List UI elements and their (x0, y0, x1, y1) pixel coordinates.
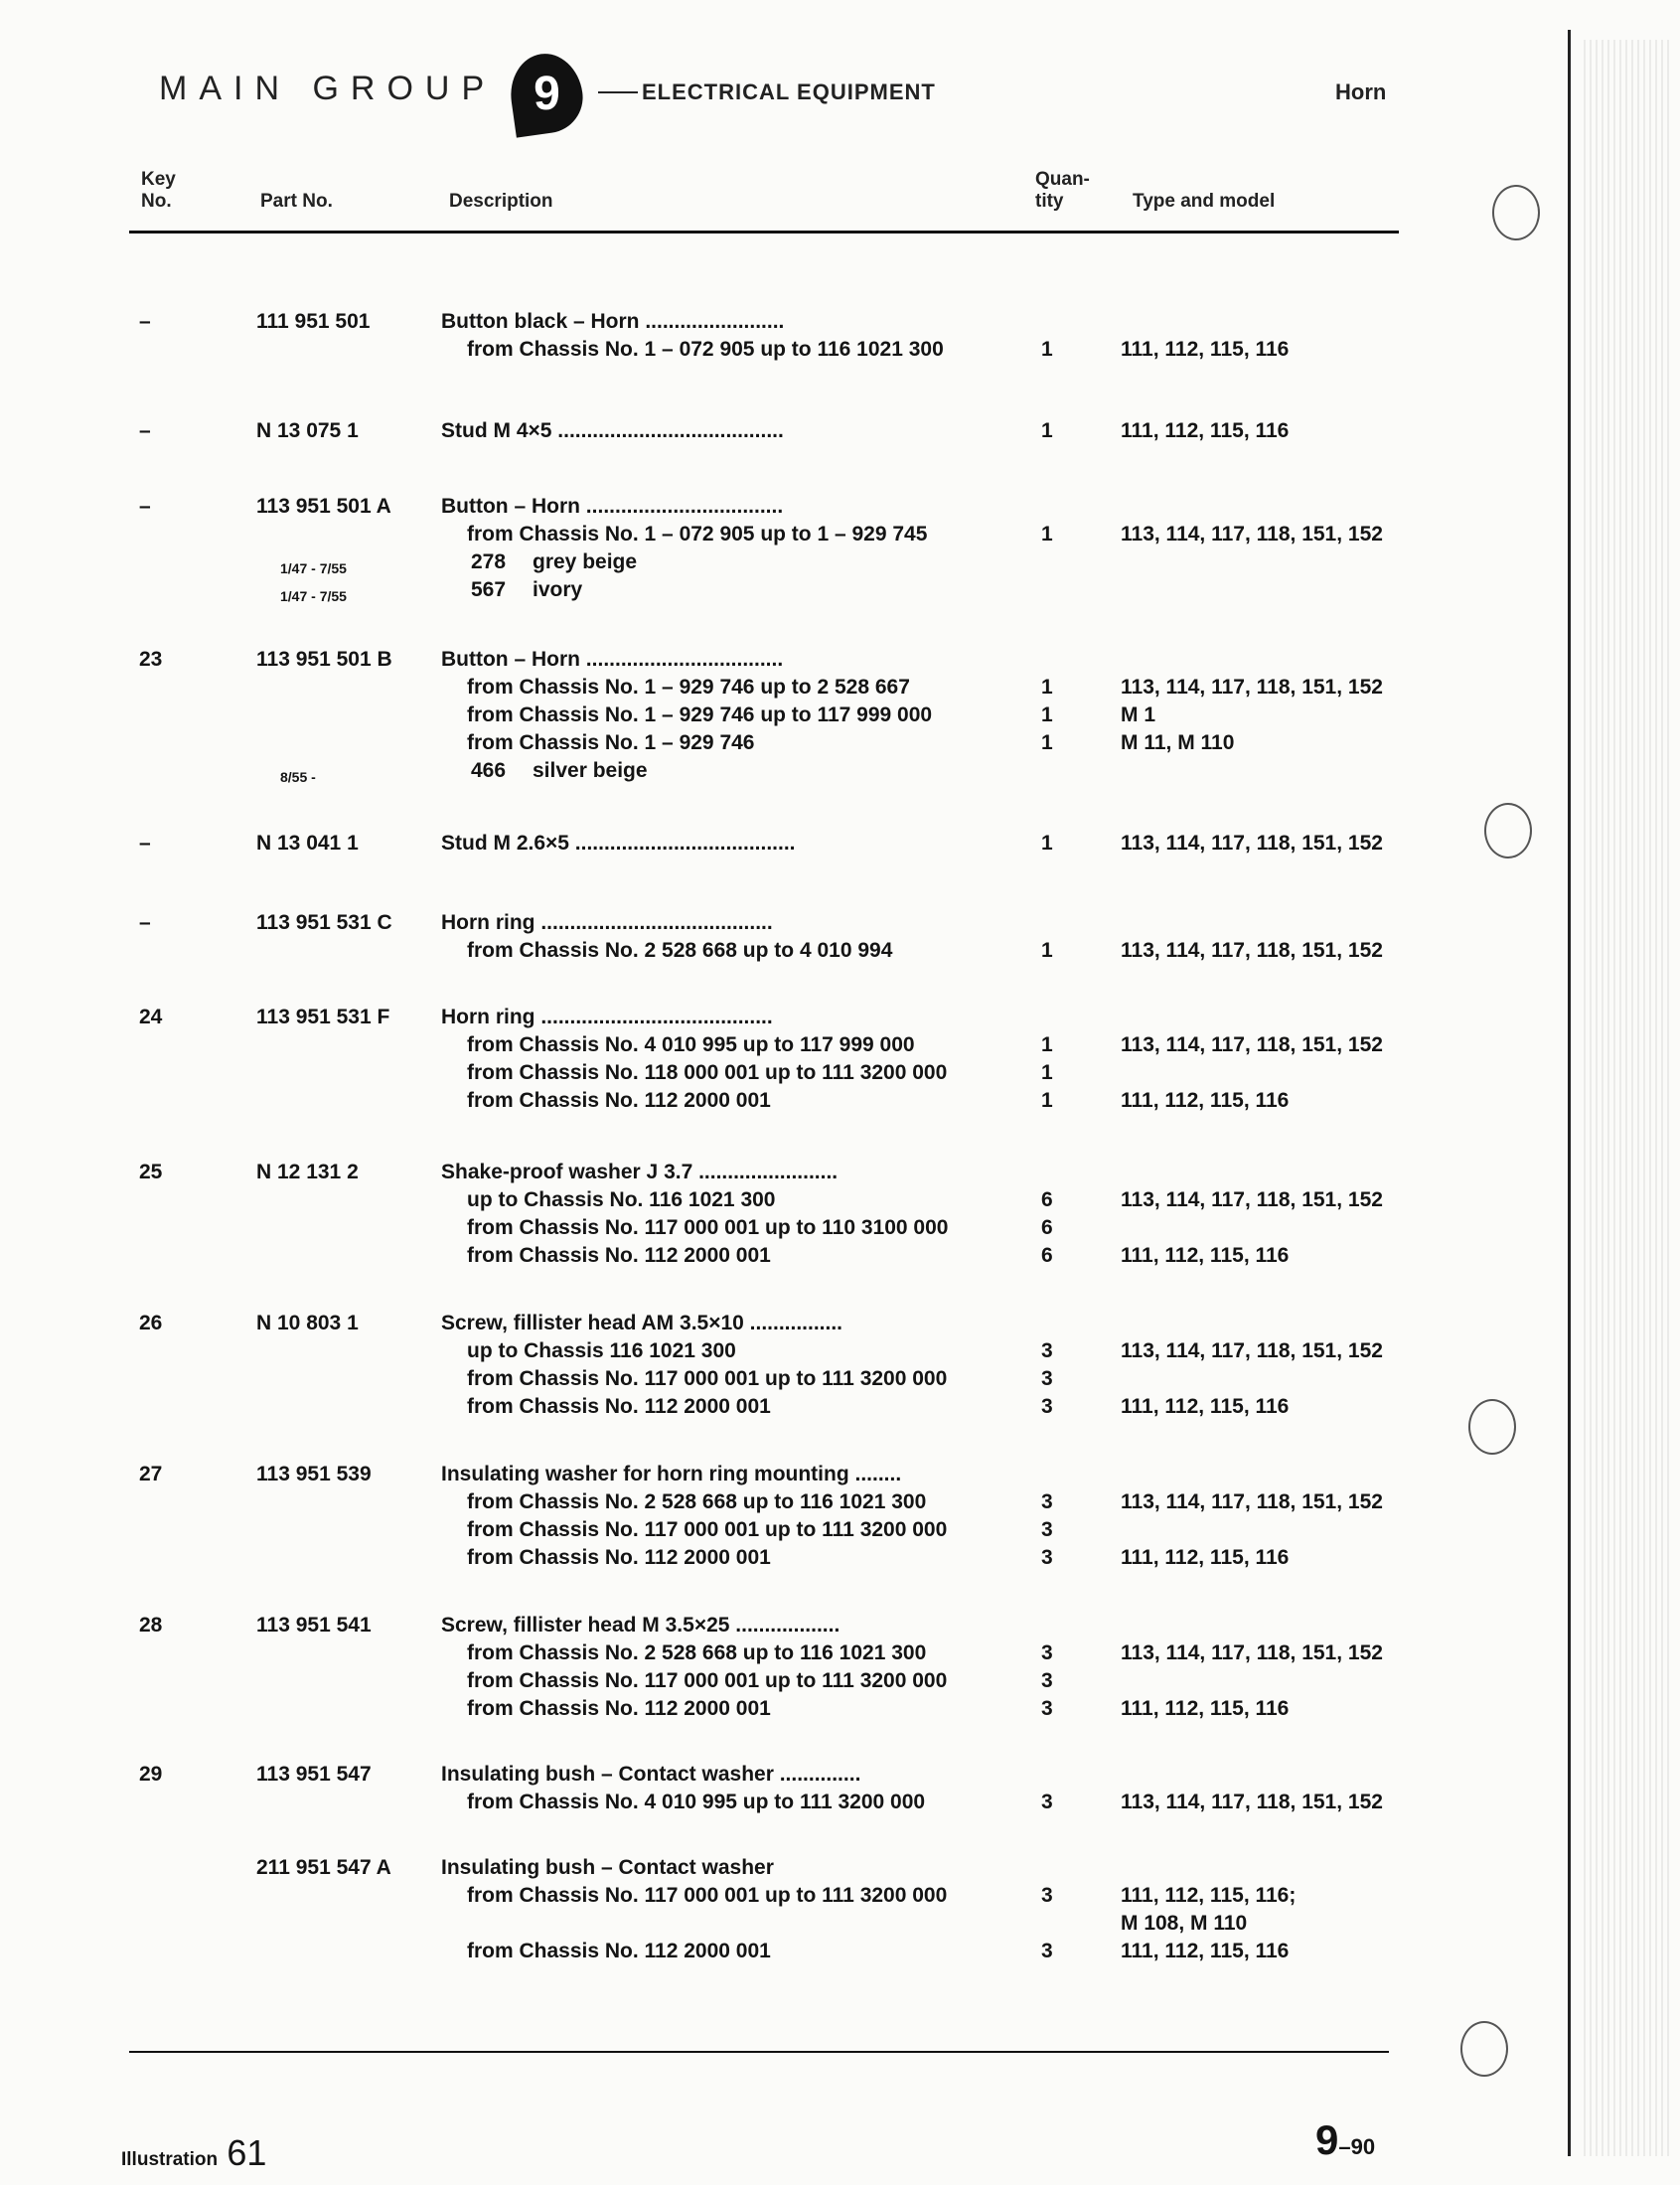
description-line (0, 1695, 1680, 1723)
col-description: Description (449, 191, 553, 212)
description-text: Insulating bush – Contact washer .............. (441, 1763, 861, 1786)
description-text: from Chassis No. 112 2000 001 (467, 1244, 771, 1267)
quantity: 3 (1041, 1546, 1053, 1569)
header-divider (598, 91, 638, 93)
description-line (0, 1031, 1680, 1059)
description-text: Button black – Horn ........................ (441, 310, 785, 333)
description-text: from Chassis No. 112 2000 001 (467, 1089, 771, 1112)
part-number: 113 951 541 (256, 1614, 372, 1637)
color-date-range: 8/55 - (280, 769, 316, 785)
quantity: 3 (1041, 1490, 1053, 1513)
description-text: Stud M 4×5 ....................................... (441, 419, 784, 442)
color-date-range: 1/47 - 7/55 (280, 560, 347, 576)
description-line (0, 830, 1680, 858)
key-no: 29 (139, 1763, 163, 1786)
description-line (0, 1938, 1680, 1965)
description-line (0, 909, 1680, 937)
description-line (0, 1004, 1680, 1031)
quantity: 3 (1041, 1940, 1053, 1962)
col-quantity-line1: Quan- (1035, 169, 1090, 190)
description-text: from Chassis No. 2 528 668 up to 116 1021 300 (467, 1490, 927, 1513)
quantity: 3 (1041, 1367, 1053, 1390)
description-line (0, 1516, 1680, 1544)
part-number: N 10 803 1 (256, 1312, 359, 1334)
illustration-label: Illustration (121, 2149, 219, 2170)
color-code: 567 (471, 578, 507, 601)
description-text: Screw, fillister head AM 3.5×10 ................ (441, 1312, 843, 1334)
quantity: 1 (1041, 1033, 1053, 1056)
description-line (0, 1544, 1680, 1572)
key-no: 24 (139, 1006, 163, 1028)
description-text: from Chassis No. 112 2000 001 (467, 1940, 771, 1962)
punch-hole (1468, 1399, 1516, 1455)
type-model: 111, 112, 115, 116 (1121, 1395, 1290, 1418)
main-group-heading: MAIN GROUP (159, 70, 497, 107)
part-number: N 13 041 1 (256, 832, 359, 855)
quantity: 3 (1041, 1395, 1053, 1418)
col-key-line1: Key (141, 169, 176, 190)
description-line (0, 1393, 1680, 1421)
description-line (0, 336, 1680, 364)
description-text: from Chassis No. 1 – 929 746 up to 2 528 667 (467, 676, 910, 699)
description-text: from Chassis No. 117 000 001 up to 111 3200 000 (467, 1367, 948, 1390)
col-key-no (141, 169, 176, 213)
description-text: from Chassis No. 117 000 001 up to 110 3100 000 (467, 1216, 949, 1239)
description-text: from Chassis No. 4 010 995 up to 117 999 000 (467, 1033, 915, 1056)
color-code: 466 (471, 759, 507, 782)
quantity: 1 (1041, 703, 1053, 726)
description-line (0, 1789, 1680, 1816)
description-line (0, 702, 1680, 729)
description-line (0, 646, 1680, 674)
part-number: 113 951 501 A (256, 495, 391, 518)
description-line (0, 521, 1680, 548)
page-number (1315, 2116, 1375, 2164)
illustration-ref (121, 2132, 266, 2174)
description-text: from Chassis No. 1 – 929 746 (467, 731, 755, 754)
page-number-sub: –90 (1338, 2134, 1376, 2159)
key-no: – (139, 419, 151, 442)
key-no: 23 (139, 648, 163, 671)
description-text: from Chassis No. 117 000 001 up to 111 3200 000 (467, 1518, 948, 1541)
description-text: Button – Horn .................................. (441, 495, 784, 518)
quantity: 6 (1041, 1188, 1053, 1211)
quantity: 3 (1041, 1791, 1053, 1813)
description-line (0, 1612, 1680, 1639)
description-line (0, 1461, 1680, 1488)
description-text: Insulating washer for horn ring mounting ........ (441, 1463, 902, 1485)
footer-rule (129, 2051, 1389, 2053)
description-text: from Chassis No. 1 – 072 905 up to 1 – 929 745 (467, 523, 928, 546)
color-name: ivory (533, 578, 583, 601)
description-text: Insulating bush – Contact washer (441, 1856, 774, 1879)
description-line (0, 1087, 1680, 1115)
description-text: from Chassis No. 112 2000 001 (467, 1546, 771, 1569)
color-description (441, 576, 582, 604)
type-model: 111, 112, 115, 116 (1121, 419, 1290, 442)
illustration-number: 61 (227, 2132, 267, 2173)
description-text: from Chassis No. 112 2000 001 (467, 1697, 771, 1720)
key-no: 26 (139, 1312, 163, 1334)
description-line (0, 1882, 1680, 1910)
type-model: 113, 114, 117, 118, 151, 152 (1121, 676, 1383, 699)
description-line (0, 1365, 1680, 1393)
scan-edge-noise (1584, 40, 1673, 2156)
description-text: from Chassis No. 117 000 001 up to 111 3200 000 (467, 1884, 948, 1907)
description-line (0, 674, 1680, 702)
type-model: 113, 114, 117, 118, 151, 152 (1121, 1641, 1383, 1664)
punch-hole (1492, 185, 1540, 240)
quantity: 1 (1041, 676, 1053, 699)
description-text: from Chassis No. 117 000 001 up to 111 3200 000 (467, 1669, 948, 1692)
type-model: 111, 112, 115, 116 (1121, 1940, 1290, 1962)
type-model: 111, 112, 115, 116 (1121, 1546, 1290, 1569)
col-type-model: Type and model (1133, 191, 1276, 212)
quantity: 3 (1041, 1884, 1053, 1907)
binding-edge (1568, 30, 1571, 2156)
description-line (0, 1667, 1680, 1695)
quantity: 1 (1041, 731, 1053, 754)
quantity: 1 (1041, 939, 1053, 962)
quantity: 6 (1041, 1244, 1053, 1267)
description-line (0, 1910, 1680, 1938)
description-line (0, 1310, 1680, 1337)
description-text: Horn ring ........................................ (441, 911, 773, 934)
quantity: 3 (1041, 1518, 1053, 1541)
type-model: 113, 114, 117, 118, 151, 152 (1121, 523, 1383, 546)
quantity: 1 (1041, 1061, 1053, 1084)
type-model: 111, 112, 115, 116 (1121, 1244, 1290, 1267)
description-line (0, 1214, 1680, 1242)
quantity: 1 (1041, 338, 1053, 361)
description-text: up to Chassis No. 116 1021 300 (467, 1188, 776, 1211)
part-number: N 12 131 2 (256, 1161, 359, 1183)
type-model: 113, 114, 117, 118, 151, 152 (1121, 1188, 1383, 1211)
part-number: 113 951 547 (256, 1763, 372, 1786)
description-text: from Chassis No. 2 528 668 up to 4 010 994 (467, 939, 893, 962)
quantity: 3 (1041, 1669, 1053, 1692)
col-quantity-line2: tity (1035, 191, 1064, 212)
color-variant (0, 548, 1680, 576)
description-line (0, 729, 1680, 757)
quantity: 3 (1041, 1697, 1053, 1720)
description-line (0, 1854, 1680, 1882)
color-date-range: 1/47 - 7/55 (280, 588, 347, 604)
type-model: 113, 114, 117, 118, 151, 152 (1121, 1033, 1383, 1056)
description-text: Button – Horn .................................. (441, 648, 784, 671)
key-no: – (139, 310, 151, 333)
type-model: M 108, M 110 (1121, 1912, 1248, 1935)
description-text: Stud M 2.6×5 ...................................... (441, 832, 796, 855)
quantity: 3 (1041, 1339, 1053, 1362)
type-model: M 1 (1121, 703, 1156, 726)
description-text: from Chassis No. 1 – 929 746 up to 117 999 000 (467, 703, 933, 726)
description-line (0, 1488, 1680, 1516)
col-part-no: Part No. (260, 191, 333, 212)
color-description (441, 548, 637, 576)
type-model: 111, 112, 115, 116 (1121, 1697, 1290, 1720)
part-number: N 13 075 1 (256, 419, 359, 442)
description-text: Screw, fillister head M 3.5×25 .................. (441, 1614, 840, 1637)
description-line (0, 1639, 1680, 1667)
description-line (0, 1242, 1680, 1270)
color-name: silver beige (533, 759, 648, 782)
description-line (0, 1159, 1680, 1186)
section-title: ELECTRICAL EQUIPMENT (642, 79, 936, 104)
description-text: from Chassis No. 4 010 995 up to 111 3200 000 (467, 1791, 926, 1813)
part-number: 211 951 547 A (256, 1856, 391, 1879)
col-quantity (1035, 169, 1090, 213)
quantity: 1 (1041, 523, 1053, 546)
description-line (0, 1761, 1680, 1789)
description-text: up to Chassis 116 1021 300 (467, 1339, 736, 1362)
key-no: – (139, 911, 151, 934)
quantity: 1 (1041, 419, 1053, 442)
punch-hole (1484, 803, 1532, 858)
subsection-title: Horn (1335, 79, 1387, 104)
type-model: M 11, M 110 (1121, 731, 1235, 754)
description-line (0, 1337, 1680, 1365)
part-number: 113 951 531 C (256, 911, 392, 934)
color-code: 278 (471, 550, 507, 573)
type-model: 113, 114, 117, 118, 151, 152 (1121, 832, 1383, 855)
key-no: – (139, 495, 151, 518)
description-line (0, 308, 1680, 336)
key-no: 28 (139, 1614, 163, 1637)
type-model: 113, 114, 117, 118, 151, 152 (1121, 1490, 1383, 1513)
description-text: Shake-proof washer J 3.7 ........................ (441, 1161, 839, 1183)
description-line (0, 493, 1680, 521)
description-line (0, 417, 1680, 445)
part-number: 111 951 501 (256, 310, 371, 333)
col-key-line2: No. (141, 191, 172, 212)
group-number: 9 (533, 67, 560, 120)
color-description (441, 757, 648, 785)
color-name: grey beige (533, 550, 638, 573)
part-number: 113 951 531 F (256, 1006, 390, 1028)
description-text: from Chassis No. 118 000 001 up to 111 3200 000 (467, 1061, 948, 1084)
type-model: 111, 112, 115, 116; (1121, 1884, 1297, 1907)
description-text: Horn ring ........................................ (441, 1006, 773, 1028)
quantity: 1 (1041, 832, 1053, 855)
description-text: from Chassis No. 2 528 668 up to 116 1021 300 (467, 1641, 927, 1664)
type-model: 111, 112, 115, 116 (1121, 338, 1290, 361)
group-number-badge (506, 49, 587, 137)
description-line (0, 1186, 1680, 1214)
type-model: 113, 114, 117, 118, 151, 152 (1121, 939, 1383, 962)
header-rule (129, 231, 1399, 234)
description-line (0, 1059, 1680, 1087)
type-model: 111, 112, 115, 116 (1121, 1089, 1290, 1112)
type-model: 113, 114, 117, 118, 151, 152 (1121, 1339, 1383, 1362)
type-model: 113, 114, 117, 118, 151, 152 (1121, 1791, 1383, 1813)
color-variant (0, 576, 1680, 604)
color-variant (0, 757, 1680, 785)
page-number-main: 9 (1315, 2116, 1339, 2163)
description-line (0, 937, 1680, 965)
quantity: 1 (1041, 1089, 1053, 1112)
quantity: 6 (1041, 1216, 1053, 1239)
key-no: 27 (139, 1463, 163, 1485)
key-no: – (139, 832, 151, 855)
punch-hole (1460, 2021, 1508, 2077)
part-number: 113 951 501 B (256, 648, 392, 671)
quantity: 3 (1041, 1641, 1053, 1664)
part-number: 113 951 539 (256, 1463, 372, 1485)
description-text: from Chassis No. 1 – 072 905 up to 116 1021 300 (467, 338, 944, 361)
key-no: 25 (139, 1161, 163, 1183)
description-text: from Chassis No. 112 2000 001 (467, 1395, 771, 1418)
